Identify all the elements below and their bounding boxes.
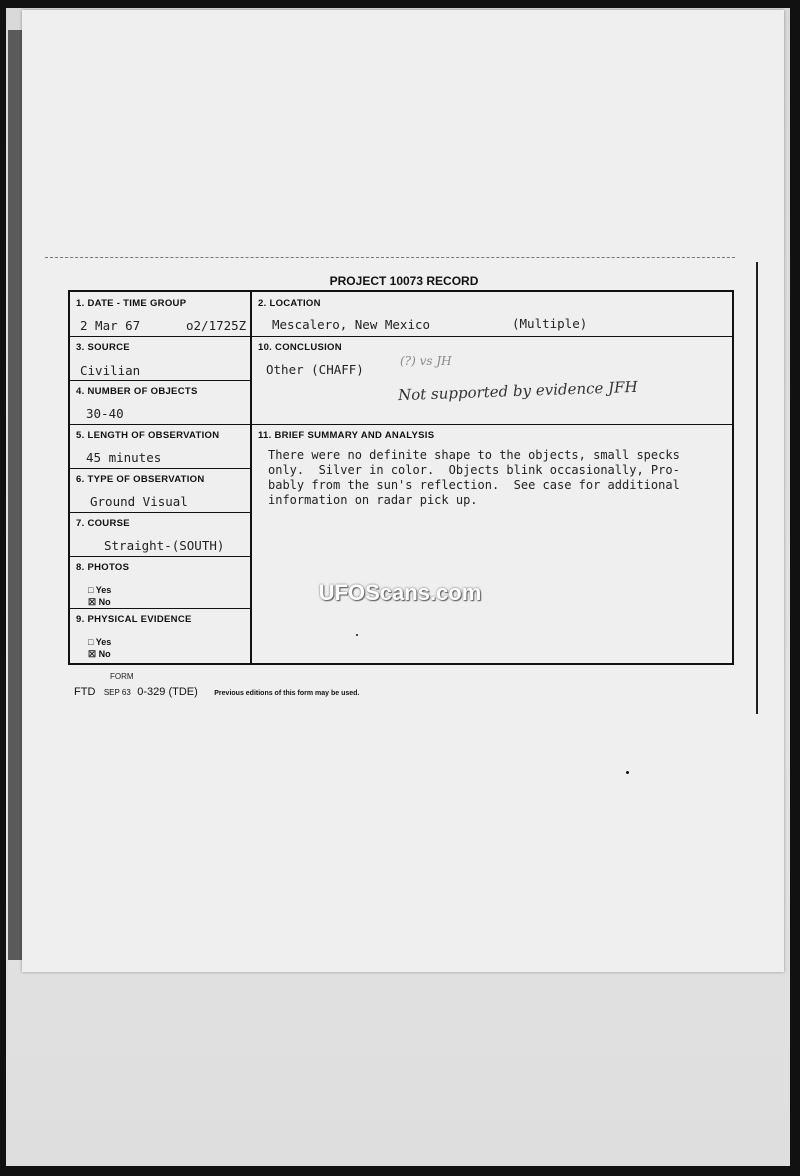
form-date: SEP 63 [103, 688, 131, 697]
objects-label: 4. NUMBER OF OBJECTS [76, 386, 198, 397]
date-time-label: 1. DATE - TIME GROUP [76, 298, 187, 309]
checkbox-checked-icon: ☒ [88, 649, 97, 659]
scan-speck [356, 634, 358, 636]
evidence-label: 9. PHYSICAL EVIDENCE [76, 614, 192, 625]
evidence-no-option [88, 649, 111, 660]
scan-speck [626, 771, 629, 774]
source-label: 3. SOURCE [76, 342, 130, 353]
right-margin-rule [756, 262, 758, 714]
length-label: 5. LENGTH OF OBSERVATION [76, 430, 220, 441]
watermark: UFOScans.com [318, 580, 482, 605]
form-word [74, 672, 134, 681]
perforation-line [45, 257, 735, 258]
evidence-no-label: No [98, 649, 111, 659]
handwritten-note: Not supported by evidence JFH [397, 377, 638, 405]
form-word-text: FORM [110, 672, 134, 681]
objects-value: 30-40 [86, 406, 124, 421]
row-divider [70, 556, 250, 557]
type-label: 6. TYPE OF OBSERVATION [76, 474, 205, 485]
evidence-yes-option [88, 637, 111, 647]
date-value: 2 Mar 67 [80, 318, 141, 333]
source-value: Civilian [80, 363, 141, 378]
photos-yes-label: Yes [95, 585, 112, 595]
summary-text: There were no definite shape to the objects, small specks only. Silver in color. Objects blink occasionally, Pro- bably from the sun's reflection. See case for additional information on radar pick up. [268, 448, 680, 507]
course-label: 7. COURSE [76, 518, 130, 529]
checkbox-checked-icon: ☒ [88, 597, 97, 607]
form-note: Previous editions of this form may be used. [214, 690, 360, 697]
row-divider [70, 512, 250, 513]
column-divider [250, 292, 252, 665]
checkbox-empty-icon: □ [88, 637, 94, 647]
photos-no-label: No [98, 597, 111, 607]
form-title-text: PROJECT 10073 RECORD [329, 274, 479, 288]
row-divider [70, 468, 250, 469]
summary-label: 11. BRIEF SUMMARY AND ANALYSIS [258, 430, 435, 441]
time-value: o2/1725Z [186, 318, 247, 333]
row-divider [70, 424, 732, 425]
conclusion-label: 10. CONCLUSION [258, 342, 342, 353]
location-value: Mescalero, New Mexico [272, 317, 431, 332]
length-value: 45 minutes [86, 450, 162, 465]
conclusion-value: Other (CHAFF) [266, 362, 364, 377]
course-value: Straight-(SOUTH) [104, 538, 225, 553]
photos-label: 8. PHOTOS [76, 562, 130, 573]
form-id: FTD [74, 686, 96, 698]
location-label: 2. LOCATION [258, 298, 321, 309]
type-value: Ground Visual [90, 494, 188, 509]
record-form [68, 290, 734, 665]
form-footer [74, 682, 359, 700]
evidence-yes-label: Yes [95, 637, 112, 647]
handwritten-faint-note: (?) vs JH [400, 354, 452, 368]
form-number: 0-329 (TDE) [137, 686, 198, 698]
row-divider [70, 608, 250, 609]
row-divider [70, 380, 250, 381]
row-divider [70, 336, 732, 337]
location-note: (Multiple) [512, 316, 588, 331]
checkbox-empty-icon: □ [88, 585, 94, 595]
form-title [0, 274, 800, 288]
